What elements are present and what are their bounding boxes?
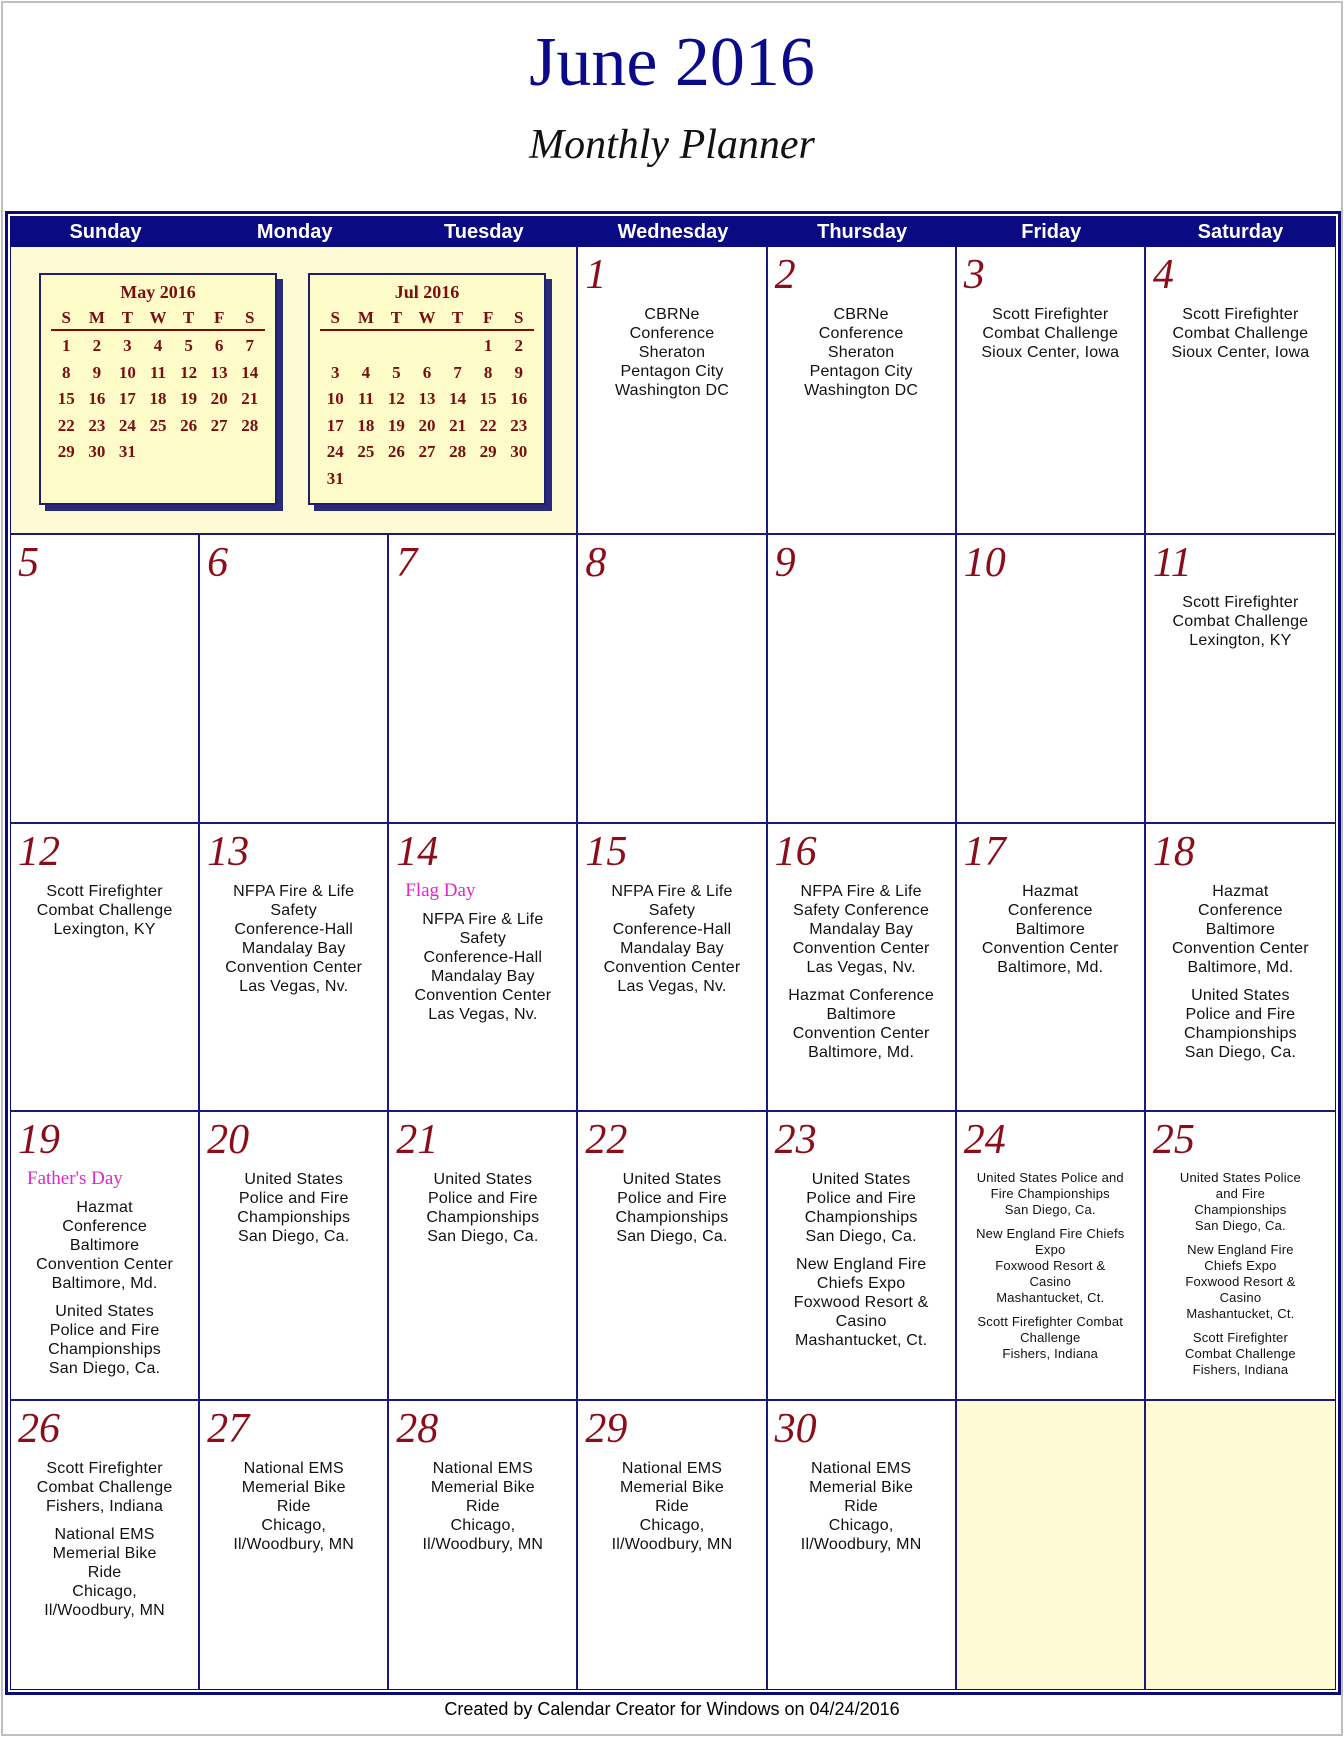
day-number: 4: [1152, 252, 1174, 298]
mini-calendar-day: 27: [210, 415, 228, 435]
day-number: 24: [963, 1117, 1006, 1164]
mini-calendar-day: 20: [418, 415, 436, 435]
day-cell[interactable]: [957, 1112, 1146, 1400]
day-events: [1152, 1170, 1329, 1386]
mini-calendar-day: 17: [118, 389, 136, 408]
mini-calendar-weekday: T: [451, 308, 464, 327]
day-number: 3: [963, 252, 985, 298]
day-number: 8: [585, 540, 607, 587]
mini-calendar-day: [173, 439, 204, 466]
mini-calendar-day: 21: [449, 415, 467, 435]
mini-calendar-day: [351, 466, 382, 493]
day-events: [963, 882, 1138, 986]
day-number: 20: [207, 1117, 250, 1164]
day-grid: [11, 247, 1335, 1689]
event-entry[interactable]: National EMS Memerial Bike Ride Chicago, Il/Woodbury, MN: [611, 1459, 733, 1553]
mini-calendar-day: 19: [387, 415, 405, 435]
mini-calendar-day: 11: [149, 362, 167, 382]
mini-calendar-day: 16: [510, 389, 528, 408]
mini-calendar-days: [320, 333, 534, 492]
mini-calendar-day: 24: [118, 415, 136, 435]
mini-calendar-day: 22: [479, 415, 497, 435]
event-entry[interactable]: CBRNe Conference Sheraton Pentagon City Washington DC: [804, 306, 919, 399]
mini-calendar-weekday: W: [418, 308, 436, 327]
event-entry[interactable]: Scott Firefighter Combat Challenge Lexington, KY: [36, 882, 173, 938]
day-cell[interactable]: [389, 1401, 578, 1689]
day-events: [395, 1170, 570, 1255]
mini-calendar-day: [381, 466, 412, 493]
day-events: [17, 1170, 192, 1387]
day-cell[interactable]: [768, 1112, 957, 1400]
mini-calendar-day: [442, 466, 473, 493]
mini-calendar-weekday: S: [61, 308, 72, 327]
mini-calendar-day: 13: [418, 389, 436, 408]
day-number: 26: [18, 1405, 60, 1452]
mini-calendar-day: 5: [184, 336, 193, 355]
mini-calendar-weekday: W: [149, 308, 167, 327]
mini-calendar-day: [351, 333, 382, 360]
mini-calendar-day: [412, 333, 443, 360]
mini-calendar-title: Jul 2016: [394, 282, 460, 302]
day-cell[interactable]: [768, 824, 957, 1112]
mini-calendar-day: 18: [149, 389, 167, 408]
event-entry[interactable]: United States Police and Fire Championships San Diego, Ca.: [1183, 986, 1297, 1061]
event-entry[interactable]: Hazmat Conference Baltimore Convention Center Baltimore, Md.: [36, 1199, 173, 1293]
day-events: [584, 1459, 759, 1563]
day-events: [17, 882, 192, 948]
event-entry[interactable]: United States Police and Fire Championships San Diego, Ca.: [976, 1170, 1124, 1218]
day-cell[interactable]: [957, 824, 1146, 1112]
day-events: [963, 305, 1138, 371]
mini-calendar-day: 28: [449, 442, 467, 461]
day-number: 13: [207, 828, 250, 875]
page-subtitle: Monthly Planner: [529, 122, 815, 168]
day-number: 28: [396, 1405, 439, 1452]
mini-calendar-day: [204, 439, 235, 466]
event-entry[interactable]: CBRNe Conference Sheraton Pentagon City Washington DC: [614, 306, 730, 399]
day-cell[interactable]: [578, 247, 767, 535]
day-events: [395, 1459, 570, 1563]
event-entry[interactable]: National EMS Memerial Bike Ride Chicago, Il/Woodbury, MN: [233, 1459, 355, 1553]
mini-calendar-day: 1: [62, 336, 71, 355]
footer-credit: Created by Calendar Creator for Windows on 04/24/2016: [444, 1699, 900, 1719]
mini-calendar-day: 21: [241, 389, 259, 408]
mini-calendar-weekday: F: [482, 308, 494, 327]
day-number: 19: [18, 1117, 60, 1164]
day-cell[interactable]: [578, 1112, 767, 1400]
day-cell[interactable]: [1146, 1112, 1335, 1400]
day-events: [774, 305, 949, 409]
day-number: 30: [774, 1405, 817, 1452]
event-entry[interactable]: National EMS Memerial Bike Ride Chicago, Il/Woodbury, MN: [422, 1459, 544, 1553]
event-entry[interactable]: Hazmat Conference Baltimore Convention Center Baltimore, Md.: [1172, 882, 1309, 976]
day-cell[interactable]: [200, 535, 389, 823]
day-cell[interactable]: [11, 1401, 200, 1689]
event-entry[interactable]: NFPA Fire & Life Safety Conference-Hall Mandalay Bay Convention Center Las Vegas, Nv.: [603, 882, 741, 995]
holiday-label: Father's Day: [27, 1168, 123, 1190]
calendar-body: [10, 216, 1336, 1690]
mini-calendar-day: 30: [510, 442, 528, 461]
event-entry[interactable]: New England Fire Chiefs Expo Foxwood Resort & Casino Mashantucket, Ct.: [976, 1226, 1125, 1306]
day-number: 12: [18, 828, 60, 875]
event-entry[interactable]: United States Police and Fire Championships San Diego, Ca.: [237, 1171, 351, 1246]
day-number: 23: [774, 1117, 817, 1164]
day-cell[interactable]: [578, 1401, 767, 1689]
event-entry[interactable]: NFPA Fire & Life Safety Conference-Hall Mandalay Bay Convention Center Las Vegas, Nv.: [414, 910, 552, 1023]
mini-calendar-day: 30: [88, 442, 106, 461]
day-events: [206, 882, 381, 1005]
mini-calendar-day: [473, 466, 504, 493]
event-entry[interactable]: Hazmat Conference Baltimore Convention Center Baltimore, Md.: [981, 882, 1119, 976]
day-cell[interactable]: [11, 535, 200, 823]
mini-calendar-day: 25: [357, 442, 375, 461]
mini-calendar-day: 7: [245, 336, 254, 355]
event-entry[interactable]: United States Police and Fire Championships San Diego, Ca.: [48, 1303, 162, 1378]
event-entry[interactable]: NFPA Fire & Life Safety Conference-Hall Mandalay Bay Convention Center Las Vegas, Nv.: [225, 882, 363, 995]
mini-calendar-day: 11: [357, 389, 374, 408]
weekday-wednesday: Wednesday: [617, 221, 729, 243]
day-cell[interactable]: [578, 824, 767, 1112]
day-events: [584, 882, 759, 1005]
mini-calendar-day: 22: [57, 415, 75, 435]
day-number: 21: [396, 1117, 439, 1164]
day-cell[interactable]: [389, 535, 578, 823]
weekday-friday: Friday: [1021, 221, 1082, 243]
mini-calendar-weekday: M: [357, 308, 374, 327]
day-number: 1: [585, 252, 607, 298]
event-entry[interactable]: New England Fire Chiefs Expo Foxwood Resort & Casino Mashantucket, Ct.: [793, 1256, 929, 1350]
mini-calendar-day: 8: [483, 362, 493, 382]
mini-calendar-day: 29: [57, 442, 75, 461]
event-entry[interactable]: United States Police and Fire Championships San Diego, Ca.: [615, 1171, 729, 1246]
day-cell[interactable]: [200, 1112, 389, 1400]
mini-calendar-day: [143, 439, 174, 466]
mini-calendar-day: 31: [118, 442, 136, 461]
day-events: [206, 1170, 381, 1255]
mini-calendar-day: 18: [357, 415, 375, 435]
weekday-monday: Monday: [256, 221, 333, 243]
page-title: June 2016: [529, 24, 815, 101]
mini-calendar-day: 14: [241, 362, 259, 382]
mini-calendar-day: 7: [453, 362, 462, 382]
mini-calendar-day: 10: [326, 389, 344, 408]
month-calendar: [5, 211, 1341, 1695]
day-events: [774, 1170, 949, 1359]
mini-calendar-day: 23: [88, 415, 106, 435]
day-cell[interactable]: [200, 824, 389, 1112]
day-cell[interactable]: [768, 1401, 957, 1689]
mini-calendar-day: 2: [514, 336, 523, 355]
day-number: 18: [1152, 828, 1195, 875]
mini-calendar-day: 28: [241, 415, 259, 435]
mini-calendar-day: [442, 333, 473, 360]
day-events: [584, 1170, 759, 1255]
day-events: [774, 1459, 949, 1563]
day-cell[interactable]: [11, 824, 200, 1112]
day-cell[interactable]: [578, 535, 767, 823]
mini-calendar-day: 13: [210, 362, 228, 382]
day-cell[interactable]: [1146, 824, 1335, 1112]
mini-calendar-day: 12: [180, 362, 198, 382]
day-number: 14: [396, 828, 439, 875]
mini-calendar-weekday: S: [330, 308, 341, 327]
mini-calendar-day: 6: [422, 362, 432, 382]
day-events: [1152, 305, 1329, 371]
mini-calendar-day: 20: [210, 389, 228, 408]
mini-calendar-day: 16: [88, 389, 106, 408]
mini-calendar-day: 3: [331, 362, 340, 382]
weekday-tuesday: Tuesday: [444, 221, 524, 243]
empty-day-cell: [957, 1401, 1146, 1689]
day-number: 9: [774, 540, 796, 587]
mini-calendar-day: [412, 466, 443, 493]
weekday-sunday: Sunday: [69, 221, 142, 243]
mini-calendar-day: 2: [92, 336, 102, 355]
mini-calendar-previous-month: [39, 273, 277, 505]
day-events: [584, 305, 759, 409]
day-number: 17: [963, 828, 1006, 875]
day-number: 10: [963, 540, 1006, 587]
mini-calendar-day: 1: [483, 336, 493, 355]
mini-calendar-day: [320, 333, 351, 360]
event-entry[interactable]: United States Police and Fire Championships San Diego, Ca.: [426, 1171, 540, 1246]
mini-calendar-day: 23: [510, 415, 528, 435]
day-number: 11: [1152, 540, 1192, 587]
day-number: 25: [1152, 1117, 1195, 1164]
event-entry[interactable]: Scott Firefighter Combat Challenge Sioux Center, Iowa: [981, 306, 1120, 361]
day-cell[interactable]: [11, 1112, 200, 1400]
mini-calendar-day: 27: [418, 442, 436, 461]
event-entry[interactable]: United States Police and Fire Championships San Diego, Ca.: [1179, 1170, 1301, 1234]
mini-calendar-day: 5: [392, 362, 401, 382]
mini-calendar-day: [381, 333, 412, 360]
event-entry[interactable]: New England Fire Chiefs Expo Foxwood Resort & Casino Mashantucket, Ct.: [1185, 1242, 1296, 1322]
day-cell[interactable]: [768, 535, 957, 823]
day-number: 6: [207, 540, 229, 587]
mini-calendar-weekday: F: [213, 308, 225, 327]
day-events: [774, 882, 949, 1071]
mini-calendar-weekday-row: [320, 307, 534, 331]
mini-calendar-day: 9: [92, 362, 102, 382]
day-events: [395, 879, 570, 1033]
mini-calendar-day: 31: [326, 468, 344, 488]
day-cell[interactable]: [957, 247, 1146, 535]
day-cell[interactable]: [957, 535, 1146, 823]
day-cell[interactable]: [200, 1401, 389, 1689]
mini-calendar-day: 8: [62, 362, 71, 382]
event-entry[interactable]: Scott Firefighter Combat Challenge Fishers, Indiana: [977, 1314, 1124, 1362]
mini-calendar-day: 10: [118, 362, 136, 382]
event-entry[interactable]: Scott Firefighter Combat Challenge Fishers, Indiana: [36, 1459, 173, 1515]
event-entry[interactable]: National EMS Memerial Bike Ride Chicago, Il/Woodbury, MN: [800, 1459, 922, 1553]
empty-day-cell: [1146, 1401, 1335, 1689]
event-entry[interactable]: National EMS Memerial Bike Ride Chicago, Il/Woodbury, MN: [44, 1525, 165, 1619]
day-cell[interactable]: [768, 247, 957, 535]
day-events: [1152, 882, 1329, 1071]
mini-calendar-day: 15: [479, 389, 497, 408]
day-events: [17, 1459, 192, 1629]
mini-calendar-day: 17: [326, 415, 344, 435]
mini-calendar-day: 4: [153, 336, 163, 355]
mini-calendar-title: May 2016: [120, 282, 196, 302]
mini-calendar-weekday: S: [244, 308, 255, 327]
day-cell[interactable]: [389, 824, 578, 1112]
mini-calendar-day: 9: [514, 362, 523, 382]
mini-calendar-day: [503, 466, 534, 493]
day-number: 5: [18, 540, 39, 587]
mini-calendar-day: [234, 439, 265, 466]
day-number: 29: [585, 1405, 628, 1452]
day-number: 16: [774, 828, 817, 875]
event-entry[interactable]: Scott Firefighter Combat Challenge Fishers, Indiana: [1184, 1330, 1296, 1378]
event-entry[interactable]: Hazmat Conference Baltimore Convention Center Baltimore, Md.: [788, 986, 934, 1061]
mini-calendar-weekday-row: [51, 307, 265, 331]
day-events: [206, 1459, 381, 1563]
weekday-thursday: Thursday: [817, 221, 908, 243]
day-number: 27: [207, 1405, 250, 1452]
day-number: 7: [396, 540, 418, 587]
holiday-label: Flag Day: [405, 879, 476, 901]
mini-calendar-day: 24: [326, 442, 344, 461]
mini-calendar-day: 19: [180, 389, 198, 408]
mini-calendar-days: [51, 333, 265, 466]
mini-calendar-day: 14: [449, 389, 467, 408]
day-events: [963, 1170, 1138, 1370]
mini-calendar-weekday: M: [88, 308, 105, 327]
day-cell[interactable]: [1146, 535, 1335, 823]
mini-calendar-weekday: T: [182, 308, 195, 327]
event-entry[interactable]: NFPA Fire & Life Safety Conference Mandalay Bay Convention Center Las Vegas, Nv.: [792, 882, 930, 976]
day-cell[interactable]: [1146, 247, 1335, 535]
mini-calendar-day: 4: [361, 362, 371, 382]
mini-calendar-day: 12: [387, 389, 405, 408]
mini-calendar-area: [11, 247, 578, 535]
day-number: 2: [774, 252, 796, 298]
mini-calendar-day: 26: [180, 415, 198, 435]
event-entry[interactable]: United States Police and Fire Championships San Diego, Ca.: [804, 1171, 918, 1246]
weekday-header: [11, 217, 1335, 247]
mini-calendar-day: 15: [57, 389, 75, 408]
mini-calendar-weekday: T: [121, 308, 134, 327]
mini-calendar-day: 26: [387, 442, 405, 461]
mini-calendar-day: 6: [214, 336, 224, 355]
day-number: 22: [585, 1117, 628, 1164]
day-cell[interactable]: [389, 1112, 578, 1400]
mini-calendar-weekday: S: [513, 308, 524, 327]
mini-calendar-next-month: [308, 273, 546, 505]
event-entry[interactable]: Scott Firefighter Combat Challenge Sioux Center, Iowa: [1171, 306, 1310, 361]
weekday-saturday: Saturday: [1197, 221, 1284, 243]
day-events: [1152, 593, 1329, 659]
mini-calendar-day: 29: [479, 442, 497, 461]
mini-calendar-day: 3: [123, 336, 132, 355]
event-entry[interactable]: Scott Firefighter Combat Challenge Lexington, KY: [1172, 594, 1309, 650]
mini-calendar-weekday: T: [390, 308, 403, 327]
day-number: 15: [585, 828, 628, 875]
mini-calendar-day: 25: [149, 415, 167, 435]
